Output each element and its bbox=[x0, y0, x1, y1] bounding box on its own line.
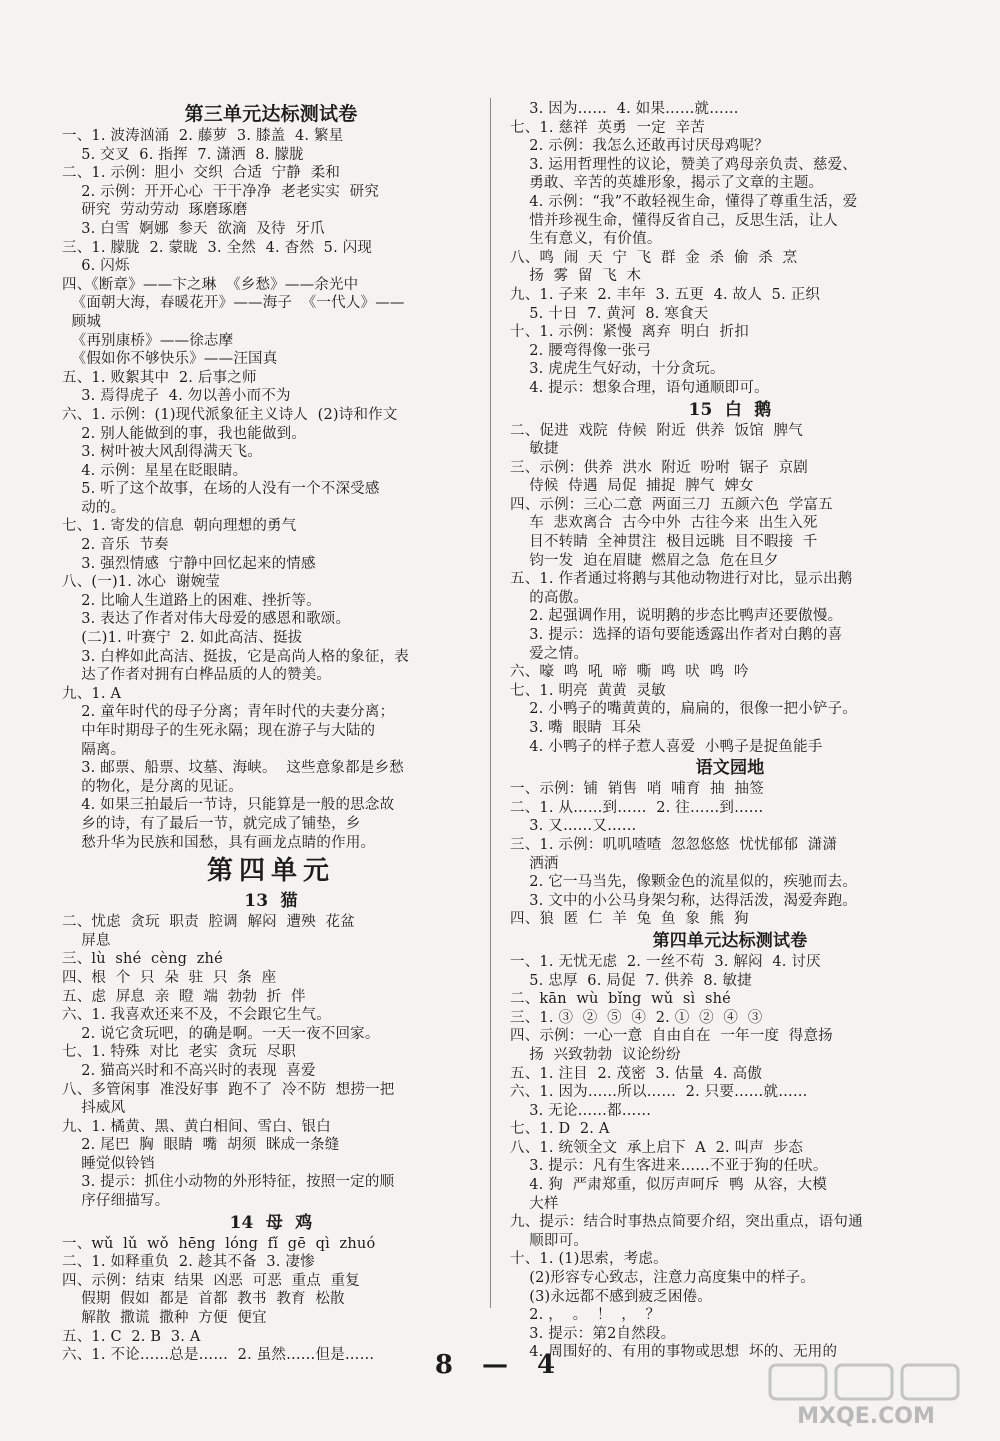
answer-line: 4. 狗 严肃郑重，似厉声呵斥 鸭 从容，大模 bbox=[510, 1177, 828, 1194]
answer-line: 2. 示例：我怎么还敢再讨厌母鸡呢？ bbox=[510, 138, 769, 155]
answer-line: 侍候 侍遇 局促 捕捉 脾气 婢女 bbox=[510, 478, 754, 495]
answer-line: 屏息 bbox=[62, 932, 111, 949]
section-heading: 第四单元 bbox=[206, 856, 335, 887]
answer-line: 4. 提示：想象合理，语句通顺即可。 bbox=[510, 379, 769, 396]
answer-line: 4. 示例：星星在眨眼睛。 bbox=[62, 462, 248, 479]
answer-line: 《面朝大海，春暖花开》——海子 《一代人》—— bbox=[62, 295, 405, 312]
answer-line: 2. 音乐 节奏 bbox=[62, 537, 169, 554]
answer-line: 八、鸣 闹 天 宁 飞 群 金 杀 偷 杀 烹 bbox=[510, 249, 798, 266]
answer-line: 一、1. 波涛汹涌 2. 藤萝 3. 膝盖 4. 繁星 bbox=[62, 128, 344, 144]
answer-line: 3. 表达了作者对伟大母爱的感恩和歌颂。 bbox=[62, 611, 351, 628]
answer-line: 2. 童年时代的母子分离；青年时代的夫妻分离； bbox=[62, 704, 395, 721]
answer-line: 四、狼 匿 仁 羊 兔 鱼 象 熊 狗 bbox=[510, 911, 749, 928]
answer-line: 2. 它一马当先，像颗金色的流星似的，疾驰而去。 bbox=[510, 874, 857, 891]
watermark-logo bbox=[766, 1359, 976, 1429]
section-heading: 14 母 鸡 bbox=[229, 1212, 313, 1233]
answer-line: 2. 比喻人生道路上的困难、挫折等。 bbox=[62, 592, 321, 609]
answer-line: 二、kān wù bǐng wǔ sì shé bbox=[510, 991, 731, 1008]
answer-line: 2. 起强调作用，说明鹅的步态比鸭声还要傲慢。 bbox=[510, 608, 843, 625]
answer-line: 六、1. 示例：(1)现代派象征主义诗人 (2)诗和作文 bbox=[62, 406, 398, 423]
answer-line: 五、1. C 2. B 3. A bbox=[62, 1328, 201, 1345]
answer-line: 的物化，是分离的见证。 bbox=[62, 778, 243, 795]
answer-line: 抖威风 bbox=[62, 1100, 126, 1117]
watermark-text: MXQE.COM bbox=[797, 1404, 935, 1429]
answer-line: 《假如你不够快乐》——汪国真 bbox=[62, 351, 278, 368]
answer-line: 九、提示：结合时事热点简要介绍，突出重点，语句通 bbox=[510, 1214, 863, 1231]
answer-line: 3. 虎虎生气好动，十分贪玩。 bbox=[510, 361, 725, 378]
answer-line: 5. 听了这个故事，在场的人没有一个不深受感 bbox=[62, 481, 380, 498]
answer-line: 2. 腰弯得像一张弓 bbox=[510, 342, 652, 359]
answer-line: 五、1. 注目 2. 茂密 3. 估量 4. 高傲 bbox=[510, 1065, 763, 1082]
answer-line: 3. 无论……都…… bbox=[510, 1102, 652, 1119]
answer-line: 二、促进 戏院 侍候 附近 供养 饭馆 脾气 bbox=[510, 422, 803, 439]
answer-line: 的高傲。 bbox=[510, 589, 589, 606]
answer-line: 3. 白桦如此高洁、挺拔，它是高尚人格的象征，表 bbox=[62, 648, 409, 665]
column-divider bbox=[490, 98, 491, 1308]
answer-line: 睡觉似铃铛 bbox=[62, 1155, 155, 1172]
answer-line: 达了作者对拥有白桦品质的人的赞美。 bbox=[62, 667, 332, 684]
answer-line: 3. 因为…… 4. 如果……就…… bbox=[510, 101, 739, 117]
answer-line: 生有意义，有价值。 bbox=[510, 231, 662, 248]
answer-line: 九、1. 子来 2. 丰年 3. 五更 4. 故人 5. 正织 bbox=[510, 286, 821, 303]
answer-line: 四、根 个 只 朵 驻 只 条 座 bbox=[62, 969, 277, 986]
answer-line: 八、(一)1. 冰心 谢婉莹 bbox=[62, 574, 220, 591]
answer-line: 八、多管闲事 准没好事 跑不了 冷不防 想捞一把 bbox=[62, 1081, 395, 1098]
answer-line: 6. 闪烁 bbox=[62, 258, 130, 275]
answer-line: 3. 文中的小公马身架匀称，达得活泼，渴爱奔跑。 bbox=[510, 892, 857, 909]
answer-line: 扬 兴致勃勃 议论纷纷 bbox=[510, 1046, 681, 1063]
answer-line: (2)形容专心致志，注意力高度集中的样子。 bbox=[510, 1270, 815, 1287]
section-heading: 13 猫 bbox=[244, 891, 298, 912]
answer-line: 一、1. 无忧无虑 2. 一丝不苟 3. 解闷 4. 讨厌 bbox=[510, 953, 821, 970]
answer-line: 二、1. 如释重负 2. 趁其不备 3. 凄惨 bbox=[62, 1254, 315, 1271]
answer-line: 四、示例：结束 结果 凶恶 可恶 重点 重复 bbox=[62, 1272, 360, 1289]
answer-line: 3. 提示：第2自然段。 bbox=[510, 1325, 676, 1342]
answer-line: 解散 撒谎 撒种 方便 便宜 bbox=[62, 1310, 267, 1327]
answer-line: 三、示例：供养 洪水 附近 吩咐 锯子 京剧 bbox=[510, 459, 808, 476]
answer-line: 六、1. 我喜欢还来不及，不会跟它生气。 bbox=[62, 1007, 331, 1024]
answer-line: 3. 嘴 眼睛 耳朵 bbox=[510, 720, 642, 736]
answer-line: (3)永远都不感到疲乏困倦。 bbox=[510, 1288, 713, 1305]
answer-line: 十、1. (1)思索，考虑。 bbox=[510, 1251, 668, 1268]
answer-line: 爱之情。 bbox=[510, 645, 589, 662]
answer-line: 中年时期母子的生死永隔；现在游子与大陆的 bbox=[62, 723, 376, 739]
answer-line: 五、1. 败絮其中 2. 后事之师 bbox=[62, 369, 257, 386]
answer-line: 3. 邮票、船票、坟墓、海峡。 这些意象都是乡愁 bbox=[62, 760, 404, 777]
left-column bbox=[62, 100, 480, 1365]
answer-line: (二)1. 叶赛宁 2. 如此高洁、挺拔 bbox=[62, 630, 303, 647]
answer-line: 敏捷 bbox=[510, 441, 559, 458]
answer-line: 四、示例：一心一意 自由自在 一年一度 得意扬 bbox=[510, 1028, 833, 1045]
answer-line: 四、《断章》——卞之琳 《乡愁》——余光中 bbox=[62, 276, 359, 293]
section-heading: 第三单元达标测试卷 bbox=[184, 103, 358, 125]
answer-line: 二、1. 从……到…… 2. 往……到…… bbox=[510, 799, 764, 816]
answer-line: 2. 别人能做到的事，我也能做到。 bbox=[62, 425, 307, 442]
answer-line: 七、1. 明亮 黄黄 灵敏 bbox=[510, 682, 666, 699]
answer-line: 4. 示例：“我”不敢轻视生命，懂得了尊重生活，爱 bbox=[510, 193, 858, 210]
answer-line: 3. 运用哲理性的议论，赞美了鸡母亲负责、慈爱、 bbox=[510, 156, 857, 173]
answer-line: 一、示例：铺 销售 哨 哺育 抽 抽签 bbox=[510, 781, 764, 798]
answer-line: 五、1. 作者通过将鹅与其他动物进行对比，显示出鹅 bbox=[510, 571, 853, 588]
answer-line: 一、wǔ lǔ wǒ hēng lóng fǐ gē qì zhuó bbox=[62, 1235, 376, 1252]
answer-line: 四、示例：三心二意 两面三刀 五颜六色 学富五 bbox=[510, 496, 833, 513]
answer-line: 2. 示例：开开心心 干干净净 老老实实 研究 bbox=[62, 183, 380, 200]
answer-line: 3. 强烈情感 宁静中回忆起来的情感 bbox=[62, 555, 316, 572]
answer-line: 3. 白雪 婀娜 参天 欲滴 及待 牙爪 bbox=[62, 220, 325, 237]
answer-line: 三、1. 朦胧 2. 蒙眬 3. 全然 4. 杳然 5. 闪现 bbox=[62, 239, 373, 256]
answer-line: 《再别康桥》——徐志摩 bbox=[62, 332, 234, 349]
answer-line: 九、1. 橘黄、黑、黄白相间、雪白、银白 bbox=[62, 1118, 331, 1135]
answer-line: 六、1. 不论……总是…… 2. 虽然……但是…… bbox=[62, 1347, 375, 1364]
answer-line: 目不转睛 全神贯注 极目远眺 目不暇接 千 bbox=[510, 534, 818, 551]
answer-line: 七、1. 特殊 对比 老实 贪玩 尽职 bbox=[62, 1044, 296, 1061]
section-heading: 15 白 鹅 bbox=[688, 399, 772, 420]
answer-line: 大样 bbox=[510, 1195, 559, 1212]
answer-line: 愁升华为民族和国愁，具有画龙点睛的作用。 bbox=[62, 834, 376, 851]
answer-line: 4. 小鸭子的样子惹人喜爱 小鸭子是捉鱼能手 bbox=[510, 738, 823, 755]
section-heading: 语文园地 bbox=[695, 758, 765, 779]
answer-line: 六、1. 因为……所以…… 2. 只要……就…… bbox=[510, 1084, 808, 1101]
answer-line: 顺即可。 bbox=[510, 1232, 589, 1249]
answer-line: 顾城 bbox=[62, 313, 102, 330]
answer-line: 二、1. 示例：胆小 交织 合适 宁静 柔和 bbox=[62, 165, 341, 182]
answer-line: 3. 提示：选择的语句要能透露出作者对白鹅的喜 bbox=[510, 627, 843, 644]
answer-line: 隔离。 bbox=[62, 741, 126, 758]
section-heading: 第四单元达标测试卷 bbox=[652, 930, 808, 951]
answer-line: 5. 忠厚 6. 局促 7. 供养 8. 敏捷 bbox=[510, 972, 752, 989]
answer-line: 三、1. ③ ② ⑤ ④ 2. ① ② ④ ③ bbox=[510, 1009, 763, 1026]
answer-line: 3. 提示：抓住小动物的外形特征，按照一定的顺 bbox=[62, 1174, 395, 1191]
answer-line: 3. 树叶被大风刮得满天飞。 bbox=[62, 444, 262, 461]
answer-line: 5. 十日 7. 黄河 8. 寒食天 bbox=[510, 305, 709, 322]
answer-line: 5. 交叉 6. 指挥 7. 潇洒 8. 朦胧 bbox=[62, 146, 304, 163]
answer-line: 七、1. D 2. A bbox=[510, 1121, 610, 1138]
answer-line: 2. 尾巴 胸 眼睛 嘴 胡须 眯成一条缝 bbox=[62, 1137, 340, 1154]
answer-line: 十、1. 示例：紧慢 离弃 明白 折扣 bbox=[510, 324, 749, 341]
answer-line: 2. 说它贪玩吧，的确是啊。一天一夜不回家。 bbox=[62, 1025, 380, 1042]
answer-line: 3. 提示：凡有生客进来……不亚于狗的任吠。 bbox=[510, 1158, 828, 1175]
answer-line: 七、1. 寄发的信息 朝向理想的勇气 bbox=[62, 518, 297, 535]
answer-line: 4. 周围好的、有用的事物或思想 坏的、无用的 bbox=[510, 1344, 838, 1361]
answer-line: 2. ， 。 ！ ， ？ bbox=[510, 1307, 661, 1324]
answer-line: 钧一发 迫在眉睫 燃眉之急 危在旦夕 bbox=[510, 552, 779, 569]
answer-line: 动的。 bbox=[62, 499, 126, 516]
answer-line: 洒洒 bbox=[510, 855, 559, 872]
answer-line: 2. 小鸭子的嘴黄黄的，扁扁的，很像一把小铲子。 bbox=[510, 701, 857, 718]
page-number: 8 — 4 bbox=[434, 1350, 566, 1380]
answer-line: 序仔细描写。 bbox=[62, 1193, 170, 1210]
answer-line: 三、1. 示例：叽叽喳喳 忽忽悠悠 忧忧郁郁 潇潇 bbox=[510, 836, 838, 853]
answer-line: 扬 雾 留 飞 木 bbox=[510, 268, 642, 285]
answer-line: 研究 劳动劳动 琢磨琢磨 bbox=[62, 202, 248, 219]
answer-line: 勇敢、辛苦的英雄形象，揭示了文章的主题。 bbox=[510, 175, 824, 192]
answer-line: 八、1. 统领全文 承上启下 A 2. 叫声 步态 bbox=[510, 1139, 804, 1156]
answer-line: 三、lù shé cèng zhé bbox=[62, 951, 223, 968]
answer-line: 2. 猫高兴时和不高兴时的表现 喜爱 bbox=[62, 1062, 316, 1079]
answer-line: 六、嚎 鸣 吼 啼 嘶 鸣 吠 鸣 吟 bbox=[510, 664, 749, 681]
answer-line: 假期 假如 都是 首都 教书 教育 松散 bbox=[62, 1291, 345, 1308]
answer-line: 4. 如果三拍最后一节诗，只能算是一般的思念故 bbox=[62, 797, 395, 814]
answer-line: 车 悲欢离合 古今中外 古往今来 出生入死 bbox=[510, 515, 818, 532]
answer-line: 七、1. 慈祥 英勇 一定 辛苦 bbox=[510, 119, 705, 136]
answer-line: 惜并珍视生命，懂得反省自己，反思生活，让人 bbox=[510, 212, 838, 229]
answer-line: 九、1. A bbox=[62, 685, 122, 702]
answer-line: 3. 焉得虎子 4. 勿以善小而不为 bbox=[62, 388, 291, 405]
answer-line: 二、忧虑 贪玩 职责 腔调 解闷 遭殃 花盆 bbox=[62, 914, 355, 931]
answer-line: 乡的诗，有了最后一节，就完成了铺垫，乡 bbox=[62, 815, 361, 832]
right-column bbox=[510, 100, 950, 1362]
answer-line: 3. 又……又…… bbox=[510, 818, 637, 835]
answer-line: 五、虑 屏息 亲 瞪 端 勃勃 折 伴 bbox=[62, 988, 306, 1005]
